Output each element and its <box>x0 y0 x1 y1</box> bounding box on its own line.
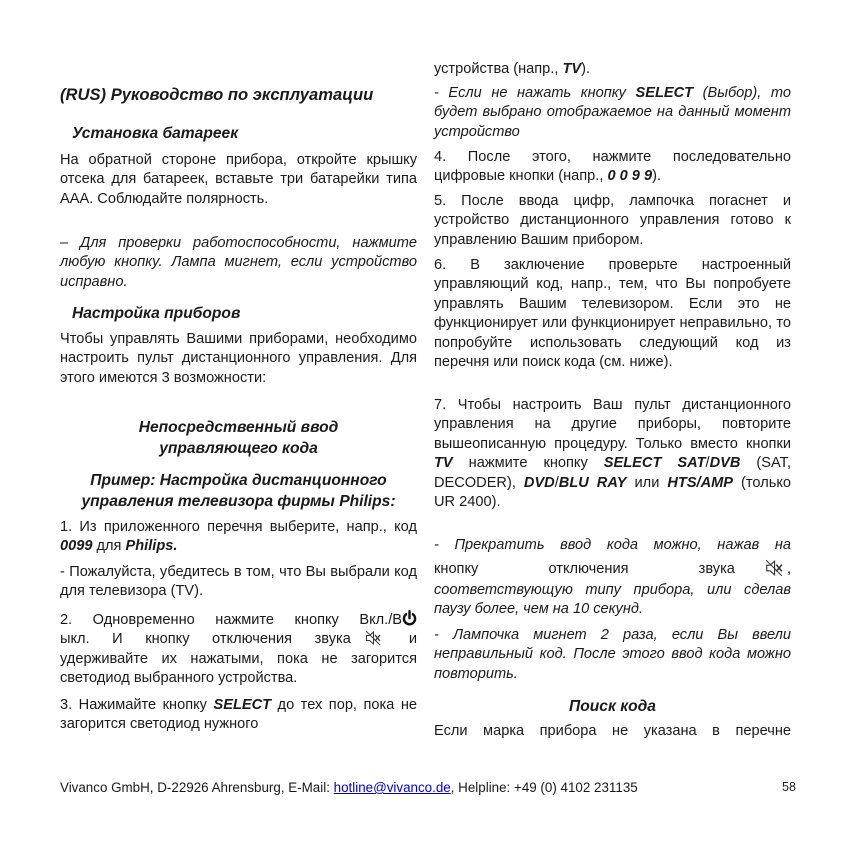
abort-text-b: кнопку отключения звука <box>434 561 735 578</box>
example-heading-line-2: управления телевизора фирмы Philips: <box>81 493 396 510</box>
step-2-line-1 <box>60 610 417 630</box>
setup-heading: Настройка приборов <box>72 305 241 322</box>
step-7-text-c: (SAT, DECODER), <box>434 455 791 491</box>
step-7-text-a: 7. Чтобы настроить Ваш пульт дистанционного управления на другие приборы, повторите вышеописанную процедуру. Только вместо кнопки <box>434 397 791 452</box>
power-icon <box>402 610 417 627</box>
step-4-code: 0 0 9 9 <box>607 168 653 185</box>
abort-note <box>434 536 791 620</box>
step-3-select: SELECT <box>213 697 272 713</box>
step-2-text-a: 2. Одновременно нажмите кнопку Вкл./В <box>60 612 402 628</box>
step-1-code: 0099 <box>60 538 93 555</box>
step-2-text-b: ыкл. И кнопку отключения звука <box>60 631 351 648</box>
step-2 <box>60 610 417 689</box>
step-7-dvb: DVB <box>709 455 741 472</box>
step-7-blu-ray: BLU RAY <box>558 474 627 491</box>
step-4 <box>434 148 791 187</box>
mute-icon <box>765 559 783 577</box>
select-note <box>434 84 791 142</box>
battery-note: – Для проверки работоспособности, нажмите любую кнопку. Лампа мигнет, если устройство исправно. <box>60 235 417 290</box>
step-7-text-e: (только UR 2400). <box>434 474 791 511</box>
continued-text <box>434 60 791 79</box>
step-7-hts-amp: HTS/AMP <box>667 474 734 491</box>
step-4-text-b: ). <box>652 168 661 185</box>
search-paragraph: Если марка прибора не указана в перечне <box>434 723 791 739</box>
select-note-select: SELECT <box>635 85 694 101</box>
step-7-tv: TV <box>434 455 453 472</box>
step-3-text-a: 3. Нажимайте кнопку <box>60 697 214 713</box>
footer-text-b: , Helpline: +49 (0) 4102 231135 <box>450 780 638 795</box>
page-number: 58 <box>782 780 796 794</box>
step-5: 5. После ввода цифр, лампочка погаснет и устройство дистанционного управления готово к управлению Вашим прибором. <box>434 193 791 248</box>
check-note: - Пожалуйста, убедитесь в том, что Вы выбрали код для телевизора (TV). <box>60 564 417 600</box>
step-3-text-b: до тех пор, пока не загорится светодиод нужного <box>60 697 417 733</box>
abort-line-1: - Прекратить ввод кода можно, нажав на <box>434 537 791 553</box>
select-note-a: - Если не нажать кнопку <box>434 85 636 101</box>
example-heading <box>60 470 417 512</box>
footer-text-a: Vivanco GmbH, D-22926 Ahrensburg, E-Mail: <box>60 780 334 795</box>
step-7-dvd: DVD <box>523 474 555 491</box>
direct-heading-line-2: управляющего кода <box>159 440 318 457</box>
footer <box>60 780 638 795</box>
abort-line-2 <box>434 559 791 580</box>
battery-paragraph: На обратной стороне прибора, откройте крышку отсека для батареек, вставьте три батарейки типа AAA. Соблюдайте полярность. <box>60 152 417 207</box>
direct-entry-heading <box>60 417 417 459</box>
step-7-text-b: нажмите кнопку <box>452 455 604 472</box>
continued-text-b: ). <box>581 61 591 77</box>
step-4-text-a: 4. После этого, нажмите последовательно цифровые кнопки (напр., <box>434 149 791 185</box>
battery-heading: Установка батареек <box>72 125 239 142</box>
abort-line-3: соответствующую типу прибора, или сделав паузу более, чем на 10 секунд. <box>434 581 791 618</box>
setup-paragraph: Чтобы управлять Вашими приборами, необходимо настроить пульт дистанционного управления. Для этого имеются 3 возможности: <box>60 331 417 386</box>
step-2-text-c: и <box>408 631 417 648</box>
step-7-select-sat: SELECT SAT <box>603 455 706 472</box>
step-7-slash-1: / <box>705 455 710 472</box>
step-7-text-d: или <box>626 474 668 491</box>
continued-tv: TV <box>562 61 582 77</box>
step-2-line-2 <box>60 630 417 649</box>
blink-note: - Лампочка мигнет 2 раза, если Вы ввели неправильный код. После этого ввод кода можно повторить. <box>434 627 791 682</box>
step-7-slash-2: / <box>554 474 559 491</box>
step-1-brand: Philips. <box>125 538 178 555</box>
step-7 <box>434 396 791 512</box>
step-1-text: 1. Из приложенного перечня выберите, напр., код <box>60 519 417 535</box>
step-1-text-b: для <box>92 538 126 555</box>
example-heading-line-1: Пример: Настройка дистанционного <box>90 472 387 489</box>
step-3 <box>60 696 417 735</box>
page-title: (RUS) Руководство по эксплуатации <box>60 85 374 104</box>
abort-comma: , <box>786 561 791 578</box>
step-2-line-3: удерживайте их нажатыми, пока не загорится светодиод выбранного устройства. <box>60 650 417 687</box>
continued-text-a: устройства (напр., <box>434 61 563 77</box>
direct-heading-line-1: Непосредственный ввод <box>138 419 339 436</box>
step-1 <box>60 518 417 557</box>
email-link[interactable]: hotline@vivanco.de <box>333 780 451 795</box>
mute-icon <box>365 630 381 646</box>
step-6: 6. В заключение проверьте настроенный управляющий код, напр., тем, что Вы попробуете управлять Вашим телевизором. Если это не функционирует или функционирует неправильно, то попробуйте использовать следующий код из перечня или поиск кода (см. ниже). <box>434 257 791 371</box>
select-note-b: (Выбор), то будет выбрано отображаемое на данный момент устройство <box>434 85 791 140</box>
search-heading: Поиск кода <box>569 698 656 715</box>
